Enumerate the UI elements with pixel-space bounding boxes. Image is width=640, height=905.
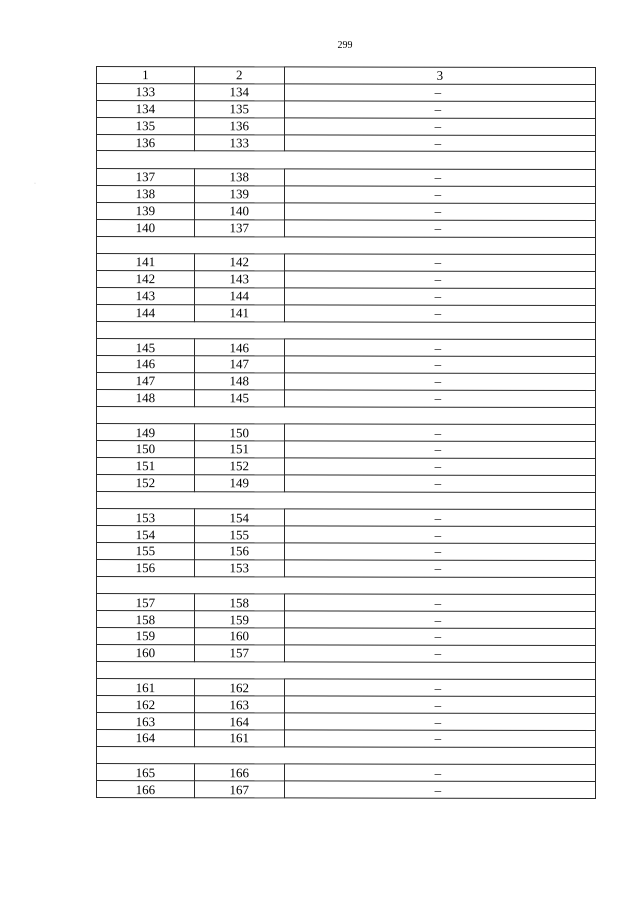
table-row (97, 509, 596, 527)
separator-cell (97, 661, 596, 680)
dash-value: – (434, 118, 442, 134)
cell-col-3 (284, 764, 595, 782)
dash-value: – (434, 595, 442, 611)
dash-value: – (434, 135, 442, 151)
cell-col-2: 141 (194, 304, 284, 321)
cell-col-2: 160 (194, 628, 284, 645)
cell-col-1: 157 (97, 594, 195, 611)
cell-col-1: 164 (97, 730, 195, 747)
cell-col-2: 152 (194, 458, 284, 475)
dash-value: – (434, 646, 442, 662)
cell-col-3 (284, 679, 595, 697)
table-row (97, 542, 596, 560)
dash-value: – (434, 697, 442, 713)
table-row (97, 202, 596, 220)
table-row (97, 389, 596, 407)
cell-col-2: 135 (194, 100, 284, 117)
separator-cell (97, 151, 596, 170)
table-row (97, 730, 596, 748)
cell-col-2: 161 (194, 730, 284, 747)
cell-col-3 (284, 134, 595, 152)
cell-col-2: 159 (194, 611, 284, 628)
table-row (97, 168, 596, 186)
cell-col-2: 134 (194, 84, 284, 101)
table-row (97, 83, 596, 101)
cell-col-1: 159 (97, 628, 195, 645)
table-row (97, 117, 596, 135)
cell-col-2: 133 (194, 134, 284, 151)
cell-col-2: 155 (194, 526, 284, 543)
group-separator-row (97, 321, 596, 340)
dash-value: – (434, 390, 442, 406)
cell-col-1: 149 (97, 424, 195, 441)
cell-col-3 (284, 356, 595, 374)
cell-col-2: 164 (194, 713, 284, 730)
group-separator-row (97, 406, 596, 425)
table-row (97, 713, 596, 731)
cell-col-1: 147 (97, 372, 195, 389)
header-cell-2: 2 (194, 67, 284, 84)
cell-col-1: 134 (97, 100, 195, 117)
cell-col-2: 144 (194, 288, 284, 305)
cell-col-2: 167 (194, 781, 284, 798)
cell-col-2: 158 (194, 594, 284, 611)
cell-col-1: 150 (97, 441, 195, 458)
cell-col-3 (284, 560, 595, 578)
cell-col-1: 133 (97, 83, 195, 100)
cell-col-2: 148 (194, 373, 284, 390)
cell-col-1: 140 (97, 219, 195, 236)
cell-col-3 (284, 288, 595, 306)
cell-col-3 (284, 611, 595, 629)
cell-col-3 (284, 390, 595, 408)
dash-value: – (434, 442, 442, 458)
table-row (97, 474, 596, 492)
cell-col-2: 147 (194, 356, 284, 373)
dash-value: – (434, 288, 442, 304)
cell-col-2: 145 (194, 389, 284, 406)
cell-col-3 (284, 696, 595, 714)
dash-value: – (434, 544, 442, 560)
cell-col-1: 136 (97, 134, 195, 151)
cell-col-2: 163 (194, 696, 284, 713)
table-row (97, 270, 596, 288)
group-separator-row (97, 236, 596, 255)
table-row (97, 457, 596, 475)
cell-col-3 (284, 84, 595, 102)
table-row (97, 559, 596, 577)
table-row (97, 372, 596, 390)
dash-value: – (434, 272, 442, 288)
dash-value: – (434, 714, 442, 730)
cell-col-3 (284, 628, 595, 646)
cell-col-3 (284, 271, 595, 289)
header-row (97, 67, 596, 85)
cell-col-1: 166 (97, 781, 195, 798)
cell-col-1: 135 (97, 117, 195, 134)
cell-col-3 (284, 118, 595, 136)
table-row (97, 441, 596, 459)
cell-col-3 (284, 203, 595, 221)
cell-col-3 (284, 339, 595, 357)
table-row (97, 254, 596, 272)
cell-col-1: 138 (97, 185, 195, 202)
cell-col-3 (284, 475, 595, 493)
table-row (97, 781, 596, 799)
cell-col-2: 154 (194, 509, 284, 526)
cell-col-1: 144 (97, 304, 195, 321)
dash-value: – (434, 612, 442, 628)
dash-value: – (434, 305, 442, 321)
cell-col-2: 146 (194, 339, 284, 356)
separator-cell (97, 406, 596, 425)
cell-col-2: 140 (194, 202, 284, 219)
cell-col-3 (284, 424, 595, 442)
cell-col-3 (284, 509, 595, 527)
cell-col-3 (284, 645, 595, 663)
cell-col-2: 150 (194, 424, 284, 441)
dash-value: – (434, 459, 442, 475)
scan-artifact-dot: · (34, 181, 36, 187)
dash-value: – (434, 220, 442, 236)
dash-value: – (434, 561, 442, 577)
table-row (97, 526, 596, 544)
dash-value: – (434, 510, 442, 526)
cell-col-1: 163 (97, 713, 195, 730)
cell-col-2: 153 (194, 560, 284, 577)
table-row (97, 644, 596, 662)
group-separator-row (97, 151, 596, 170)
cell-col-1: 156 (97, 559, 195, 576)
table-row (97, 219, 596, 237)
cell-col-3 (284, 713, 595, 731)
table-row (97, 594, 596, 612)
dash-value: – (434, 170, 442, 186)
table-row (97, 287, 596, 305)
header-cell-1: 1 (97, 67, 195, 84)
dash-value: – (434, 203, 442, 219)
cell-col-2: 156 (194, 543, 284, 560)
dash-value: – (434, 629, 442, 645)
cell-col-3 (284, 594, 595, 612)
cell-col-1: 146 (97, 355, 195, 372)
cell-col-3 (284, 305, 595, 323)
dash-value: – (434, 374, 442, 390)
cell-col-2: 138 (194, 169, 284, 186)
cell-col-1: 153 (97, 509, 195, 526)
cell-col-2: 162 (194, 679, 284, 696)
table-row (97, 628, 596, 646)
dash-value: – (434, 475, 442, 491)
cell-col-2: 142 (194, 254, 284, 271)
separator-cell (97, 236, 596, 255)
cell-col-1: 148 (97, 389, 195, 406)
cell-col-1: 155 (97, 542, 195, 559)
cell-col-1: 139 (97, 202, 195, 219)
dash-value: – (434, 527, 442, 543)
group-separator-row (97, 746, 596, 765)
header-cell-3: 3 (284, 67, 595, 85)
dash-value: – (434, 101, 442, 117)
cell-col-3 (284, 220, 595, 238)
table-row (97, 355, 596, 373)
dash-value: – (434, 782, 442, 798)
dash-value: – (434, 186, 442, 203)
dash-value: – (434, 680, 442, 696)
table-row (97, 134, 596, 152)
cell-col-1: 165 (97, 764, 195, 781)
dash-value: – (434, 85, 442, 101)
cell-col-1: 141 (97, 254, 195, 271)
group-separator-row (97, 576, 596, 595)
cell-col-3 (284, 781, 595, 799)
page-number: 299 (337, 40, 353, 51)
cell-col-1: 145 (97, 339, 195, 356)
cell-col-1: 158 (97, 611, 195, 628)
table-row (97, 185, 596, 203)
separator-cell (97, 491, 596, 510)
cell-col-3 (284, 730, 595, 748)
table-row (97, 679, 596, 697)
cell-col-3 (284, 169, 595, 187)
dash-value: – (434, 765, 442, 781)
cell-col-1: 142 (97, 270, 195, 287)
group-separator-row (97, 661, 596, 680)
table-row (97, 696, 596, 714)
cell-col-1: 151 (97, 457, 195, 474)
cell-col-3 (284, 543, 595, 561)
table-body (97, 83, 596, 798)
cell-col-2: 166 (194, 764, 284, 781)
cell-col-1: 160 (97, 644, 195, 661)
cell-col-3 (284, 254, 595, 272)
dash-value: – (434, 340, 442, 356)
cell-col-2: 143 (194, 271, 284, 288)
cell-col-1: 143 (97, 287, 195, 304)
table-row (97, 424, 596, 442)
cell-col-1: 161 (97, 679, 195, 696)
table-row (97, 100, 596, 118)
cell-col-2: 157 (194, 645, 284, 662)
dash-value: – (434, 425, 442, 441)
cell-col-1: 154 (97, 526, 195, 543)
table-header (97, 67, 596, 85)
dash-value: – (434, 357, 442, 373)
table-row (97, 304, 596, 322)
cell-col-2: 139 (194, 186, 284, 203)
cell-col-2: 149 (194, 475, 284, 492)
table-row (97, 339, 596, 357)
dash-value: – (434, 731, 442, 747)
separator-cell (97, 321, 596, 340)
table-row (97, 611, 596, 629)
cell-col-1: 162 (97, 696, 195, 713)
cell-col-3 (284, 373, 595, 391)
cell-col-2: 151 (194, 441, 284, 458)
cell-col-3 (284, 101, 595, 119)
separator-cell (97, 746, 596, 765)
cell-col-3 (284, 458, 595, 476)
group-separator-row (97, 491, 596, 510)
cell-col-1: 137 (97, 168, 195, 185)
cell-col-2: 137 (194, 219, 284, 236)
separator-cell (97, 576, 596, 595)
cell-col-3 (284, 526, 595, 544)
cell-col-3 (284, 441, 595, 459)
dash-value: – (434, 255, 442, 271)
data-table (96, 66, 596, 799)
cell-col-2: 136 (194, 117, 284, 134)
cell-col-1: 152 (97, 474, 195, 491)
table-row (97, 764, 596, 782)
cell-col-3 (284, 186, 595, 204)
